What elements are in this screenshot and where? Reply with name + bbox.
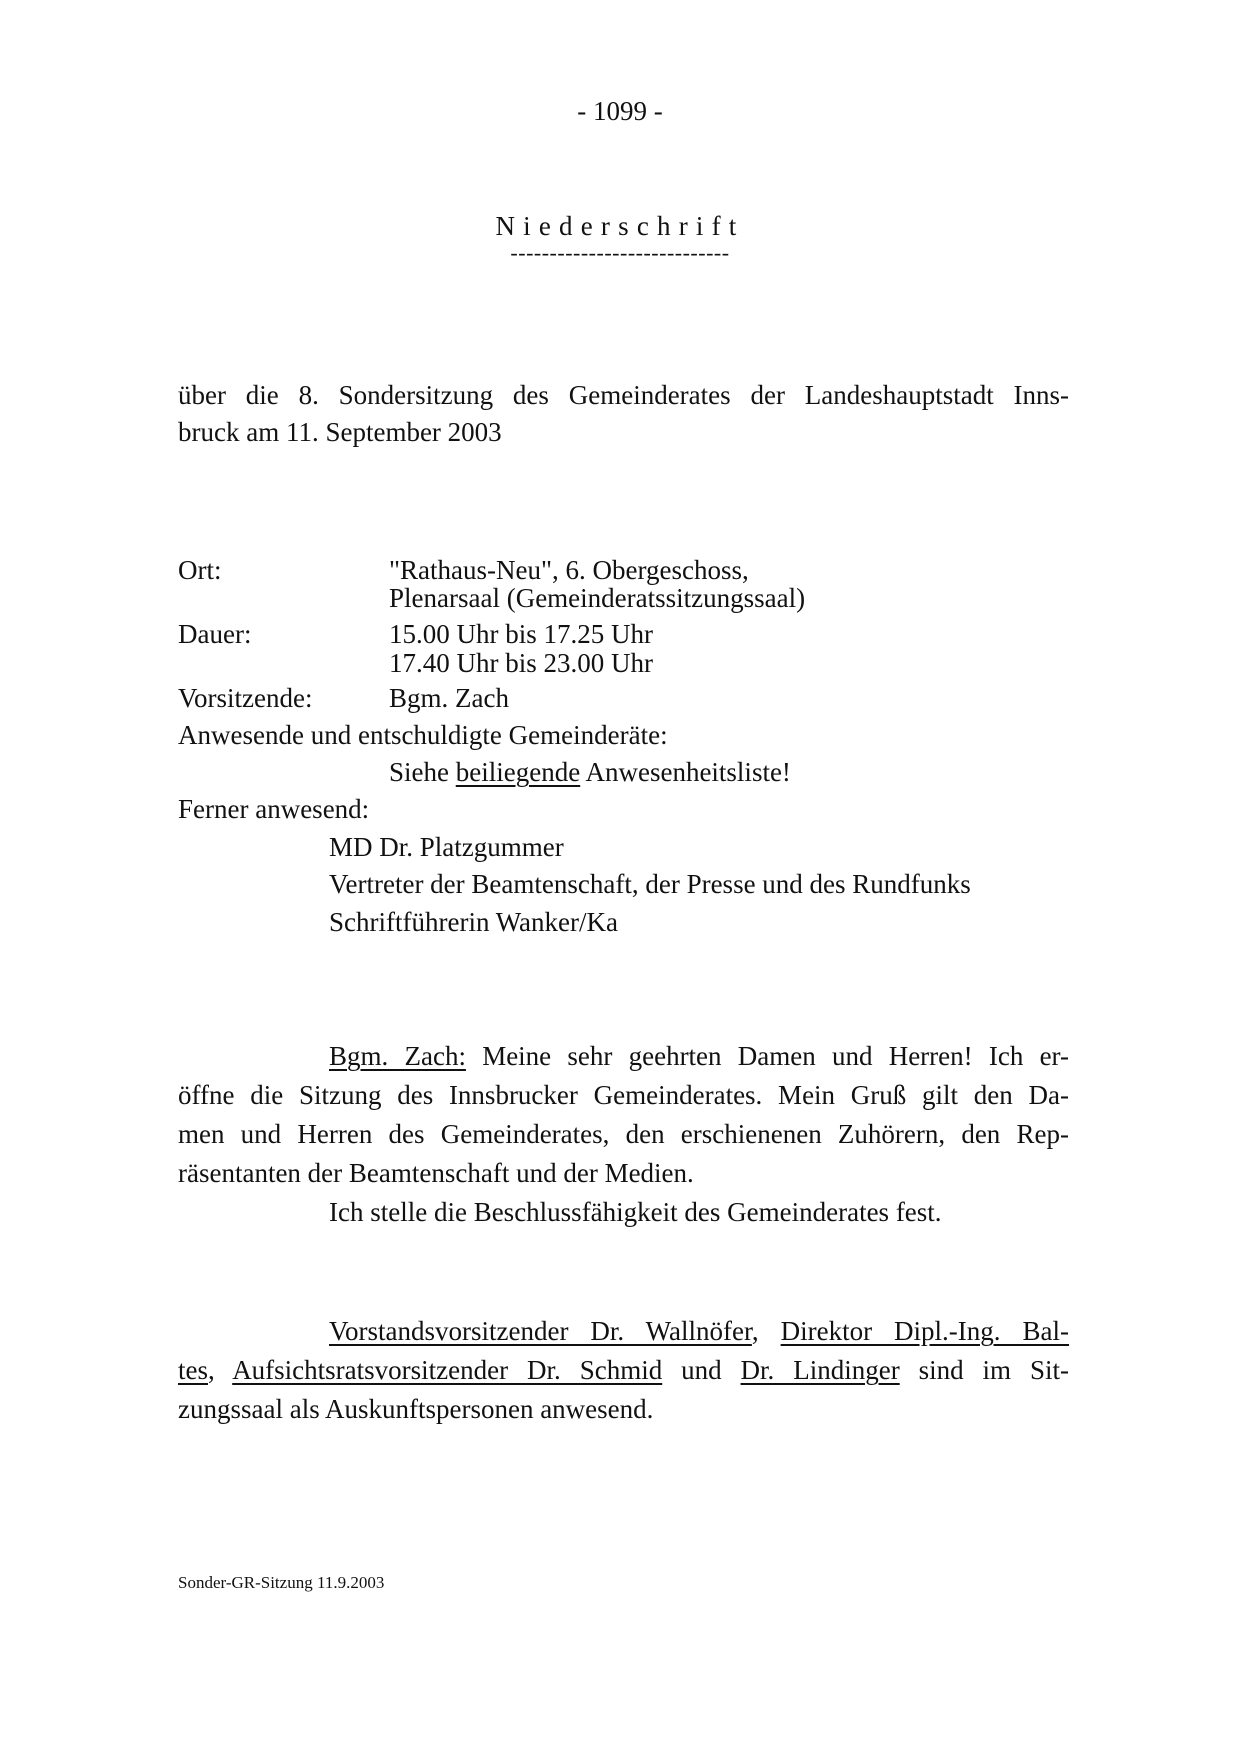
opening-speech-paragraph <box>178 1037 1069 1232</box>
ort-value-line-1: "Rathaus-Neu", 6. Obergeschoss, <box>389 555 749 585</box>
subject-line-1: über die 8. Sondersitzung des Gemeinderates der Landeshauptstadt Inns- <box>178 380 1069 410</box>
anwesende-prefix: Siehe <box>389 757 449 787</box>
speech-line-3: men und Herren des Gemeinderates, den erschienenen Zuhörern, den Rep- <box>178 1119 1069 1149</box>
page-number: - 1099 - <box>577 96 663 126</box>
dauer-value-line-1: 15.00 Uhr bis 17.25 Uhr <box>389 619 653 649</box>
vorsitz-label: Vorsitzende: <box>178 683 313 713</box>
ferner-label: Ferner anwesend: <box>178 794 370 824</box>
title-underline-dashes: ---------------------------- <box>510 240 730 265</box>
ferner-item: Schriftführerin Wanker/Ka <box>329 907 618 937</box>
person-baltes-part-1: Direktor Dipl.-Ing. Bal- <box>780 1316 1070 1346</box>
person-baltes-part-2: tes <box>178 1355 208 1385</box>
ort-value-line-2: Plenarsaal (Gemeinderatssitzungssaal) <box>389 583 806 613</box>
speaker-name: Bgm. Zach: <box>329 1041 466 1071</box>
anwesende-value <box>389 754 791 791</box>
speech-line-1 <box>178 1037 1069 1076</box>
persons-paragraph <box>178 1312 1069 1429</box>
dauer-value-line-2: 17.40 Uhr bis 23.00 Uhr <box>389 648 653 678</box>
persons-line-2 <box>178 1351 1069 1390</box>
anwesende-suffix: Anwesenheitsliste! <box>585 757 791 787</box>
person-schmid: Aufsichtsratsvorsitzender Dr. Schmid <box>232 1355 663 1385</box>
subject-line-2: bruck am 11. September 2003 <box>178 417 502 447</box>
person-wallnoefer: Vorstandsvorsitzender Dr. Wallnöfer <box>329 1316 752 1346</box>
ort-label: Ort: <box>178 555 222 585</box>
persons-line-1 <box>178 1312 1069 1351</box>
vorsitz-value: Bgm. Zach <box>389 683 509 713</box>
footer-text: Sonder-GR-Sitzung 11.9.2003 <box>178 1573 385 1592</box>
document-title: Niederschrift <box>495 211 745 241</box>
subject-paragraph <box>178 377 1069 451</box>
persons-line-3: zungssaal als Auskunftspersonen anwesend. <box>178 1394 654 1424</box>
speech-line-2: öffne die Sitzung des Innsbrucker Gemeinderates. Mein Gruß gilt den Da- <box>178 1080 1069 1110</box>
conjunction: und <box>681 1355 722 1385</box>
ferner-item: MD Dr. Platzgummer <box>329 832 564 862</box>
dauer-label: Dauer: <box>178 619 252 649</box>
person-lindinger: Dr. Lindinger <box>740 1355 900 1385</box>
speech-text: Meine sehr geehrten Damen und Herren! Ich er- <box>482 1041 1069 1071</box>
separator: , <box>208 1355 215 1385</box>
separator: , <box>751 1316 759 1346</box>
anwesende-label: Anwesende und entschuldigte Gemeinderäte: <box>178 720 668 750</box>
persons-text: sind im Sit- <box>918 1355 1069 1385</box>
speech-line-4: räsentanten der Beamtenschaft und der Medien. <box>178 1158 694 1188</box>
speech-line-5: Ich stelle die Beschlussfähigkeit des Gemeinderates fest. <box>329 1197 942 1227</box>
anwesende-underlined-word: beiliegende <box>455 757 581 787</box>
ferner-item: Vertreter der Beamtenschaft, der Presse und des Rundfunks <box>329 869 971 899</box>
